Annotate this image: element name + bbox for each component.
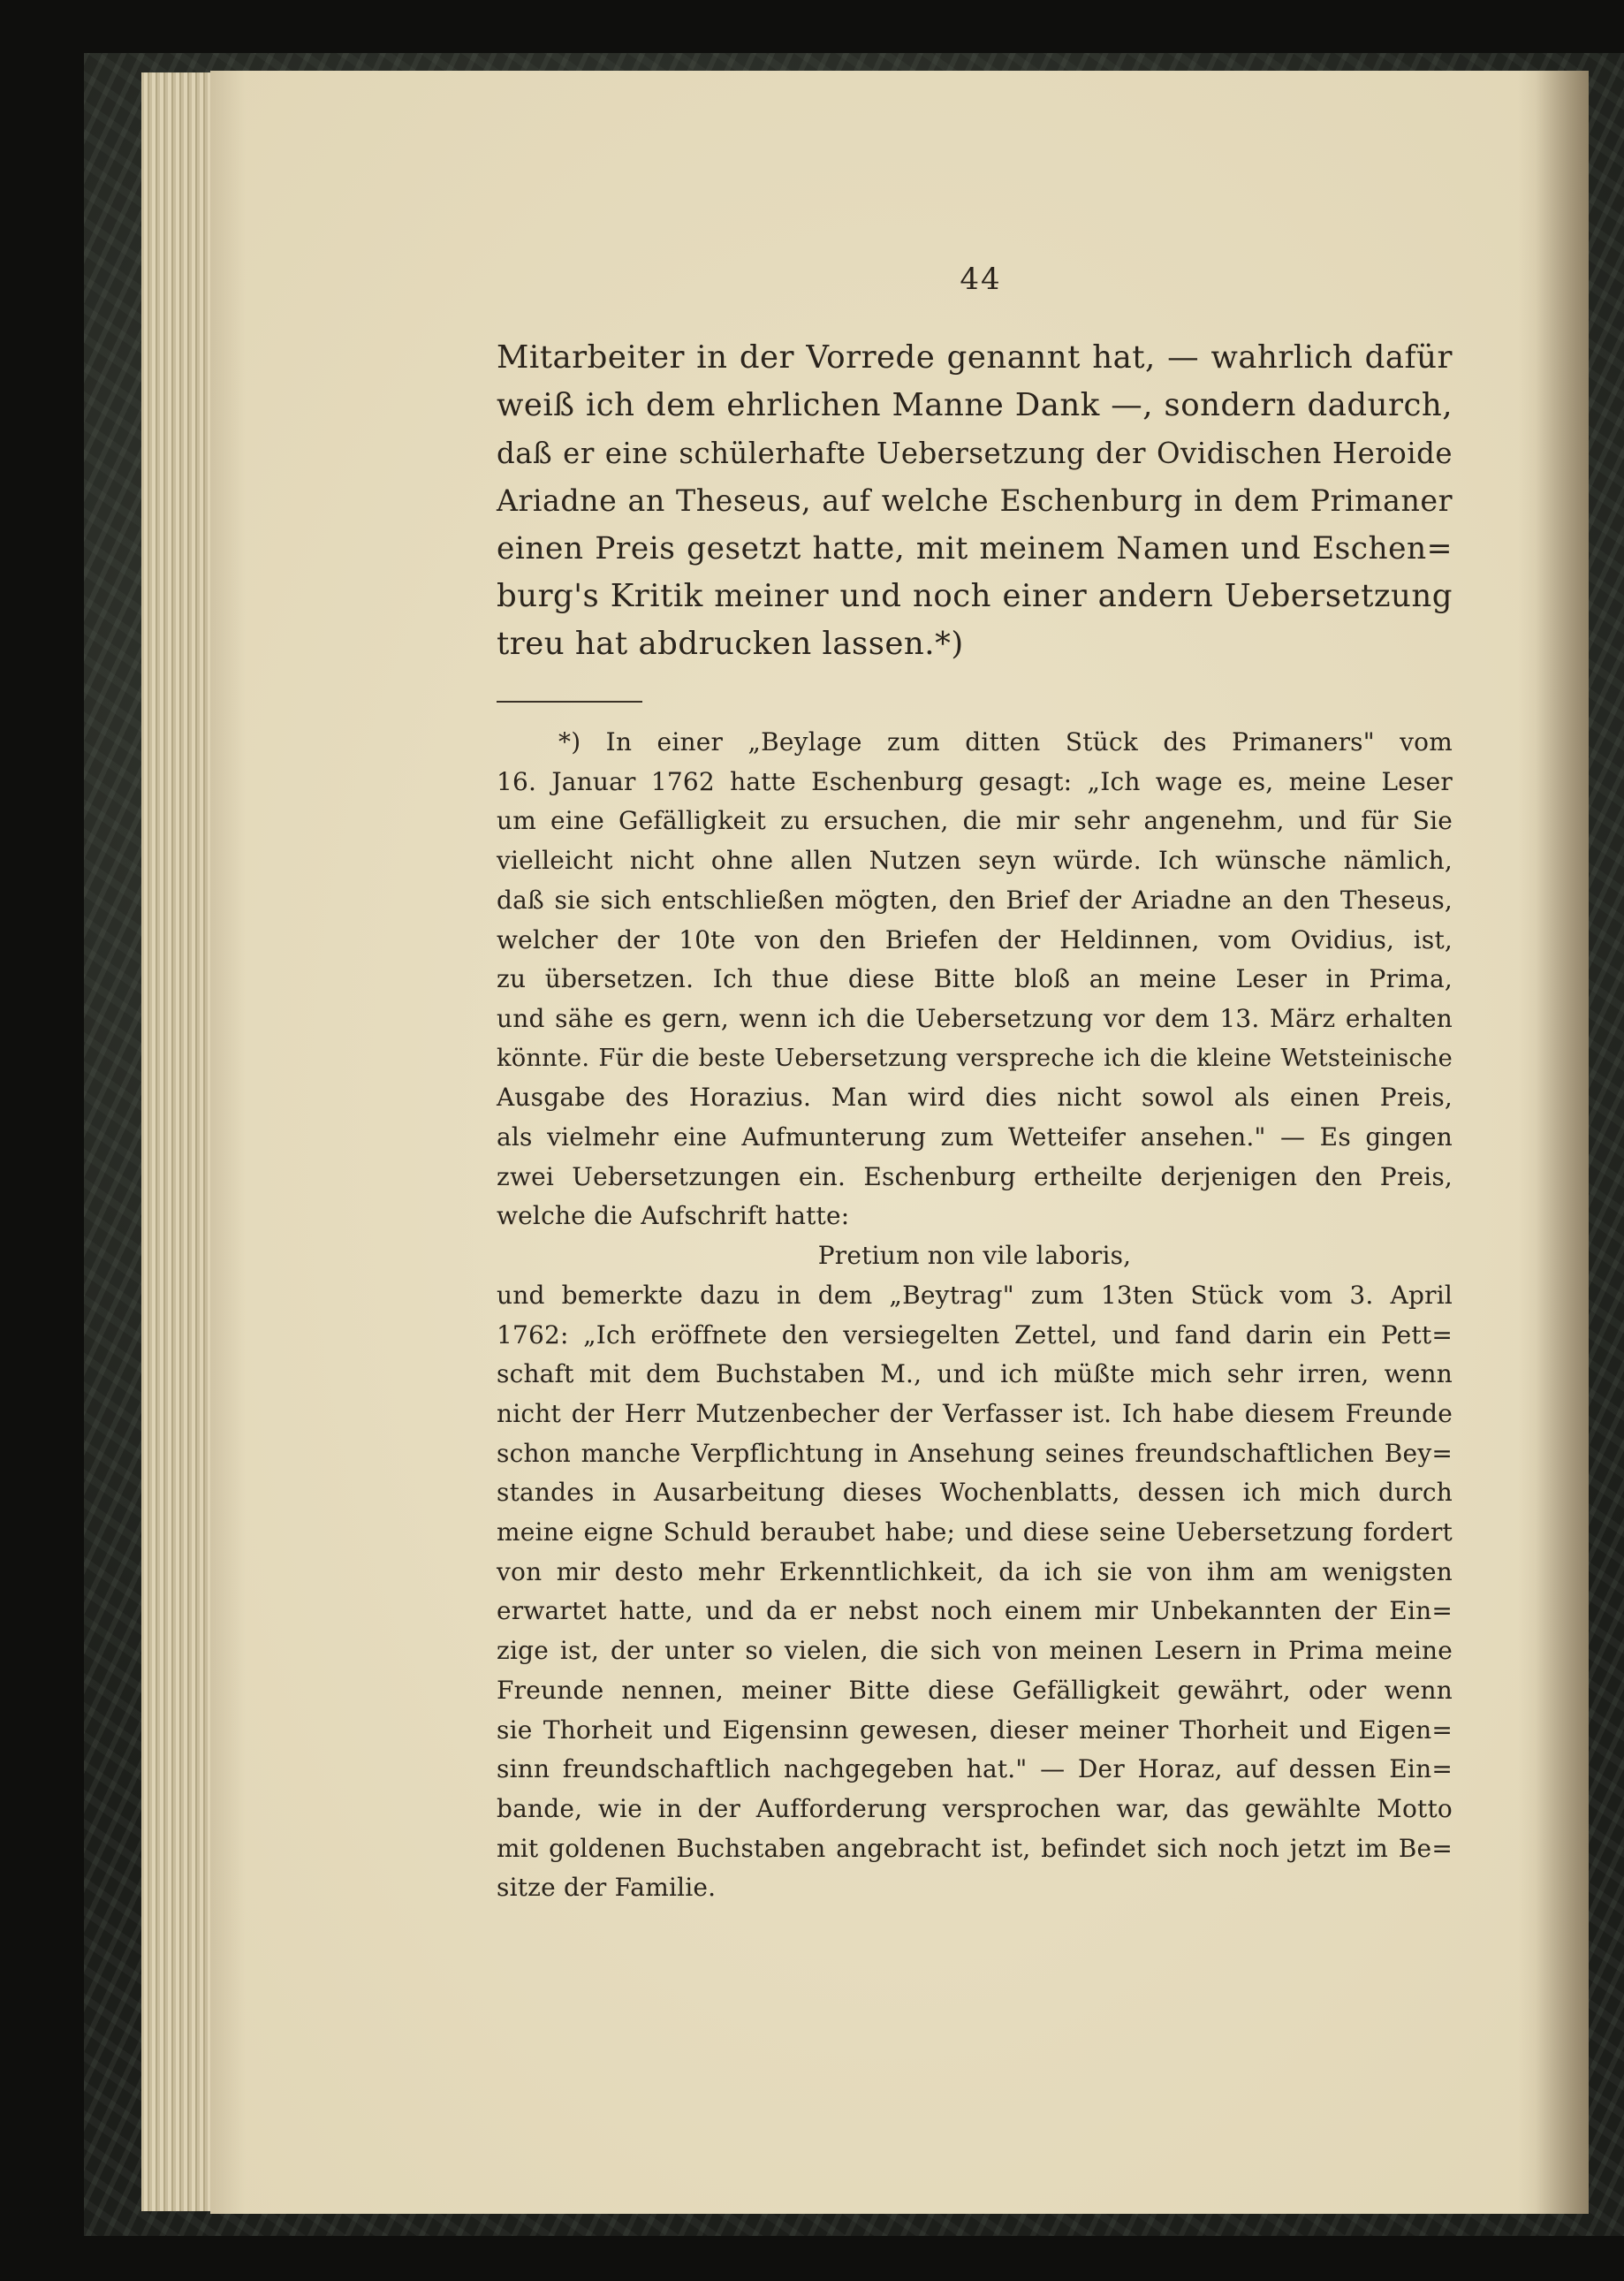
main-text-line: burg's Kritik meiner und noch einer andern Uebersetzung <box>497 578 1453 614</box>
page-number: 44 <box>960 262 1002 297</box>
latin-motto: Pretium non vile laboris, <box>817 1241 1132 1271</box>
footnote-line: und sähe es gern, wenn ich die Uebersetzung vor dem 13. März erhalten <box>497 1003 1453 1033</box>
footnote-line: könnte. Für die beste Uebersetzung verspreche ich die kleine Wetsteinische <box>497 1044 1453 1072</box>
footnote-line: sie Thorheit und Eigensinn gewesen, dieser meiner Thorheit und Eigen= <box>497 1715 1453 1745</box>
footnote-line: welcher der 10te von den Briefen der Heldinnen, vom Ovidius, ist, <box>497 924 1453 954</box>
footnote-line: schon manche Verpflichtung in Ansehung seines freundschaftlichen Bey= <box>497 1438 1453 1468</box>
main-paragraph <box>497 334 1453 668</box>
footnote-line: erwartet hatte, und da er nebst noch einem mir Unbekannten der Ein= <box>497 1596 1453 1626</box>
footnote-line: von mir desto mehr Erkenntlichkeit, da ich sie von ihm am wenigsten <box>497 1556 1453 1586</box>
main-text-line: Mitarbeiter in der Vorrede genannt hat, — wahrlich dafür <box>497 339 1453 376</box>
footnote-line: Ausgabe des Horazius. Man wird dies nicht sowol als einen Preis, <box>497 1083 1453 1113</box>
footnote-line: 1762: „Ich eröffnete den versiegelten Zettel, und fand darin ein Pett= <box>497 1319 1453 1350</box>
footnote-line: sitze der Familie. <box>497 1873 717 1903</box>
main-text-line: einen Preis gesetzt hatte, mit meinem Namen und Eschen= <box>497 531 1453 566</box>
footnote-separator <box>497 701 642 703</box>
footnote-line: zwei Uebersetzungen ein. Eschenburg ertheilte derjenigen den Preis, <box>497 1161 1453 1191</box>
footnote-line: mit goldenen Buchstaben angebracht ist, befindet sich noch jetzt im Be= <box>497 1833 1453 1863</box>
footnote-line: zu übersetzen. Ich thue diese Bitte bloß an meine Leser in Prima, <box>497 964 1453 994</box>
footnote-line: sinn freundschaftlich nachgegeben hat." — Der Horaz, auf dessen Ein= <box>497 1754 1453 1784</box>
footnote-line: und bemerkte dazu in dem „Beytrag" zum 13ten Stück vom 3. April <box>497 1280 1453 1310</box>
footnote-line: vielleicht nicht ohne allen Nutzen seyn würde. Ich wünsche nämlich, <box>497 846 1453 876</box>
footnote-line: meine eigne Schuld beraubet habe; und diese seine Uebersetzung fordert <box>497 1517 1453 1547</box>
page-edges <box>141 72 212 2211</box>
footnote-line: bande, wie in der Aufforderung versprochen war, das gewählte Motto <box>497 1793 1453 1823</box>
main-text-line: treu hat abdrucken lassen.*) <box>497 626 964 662</box>
main-text-line: weiß ich dem ehrlichen Manne Dank —, sondern dadurch, <box>497 387 1453 423</box>
footnote-line: *) In einer „Beylage zum ditten Stück des Primaners" vom <box>558 727 1453 757</box>
footnote-line: zige ist, der unter so vielen, die sich von meinen Lesern in Prima meine <box>497 1636 1453 1666</box>
footnote-line: schaft mit dem Buchstaben M., und ich müßte mich sehr irren, wenn <box>497 1359 1453 1389</box>
footnote-line: Freunde nennen, meiner Bitte diese Gefälligkeit gewährt, oder wenn <box>497 1675 1453 1705</box>
footnote-line: nicht der Herr Mutzenbecher der Verfasser ist. Ich habe diesem Freunde <box>497 1398 1453 1428</box>
footnote-line: standes in Ausarbeitung dieses Wochenblatts, dessen ich mich durch <box>497 1478 1453 1508</box>
footnote <box>497 723 1453 1908</box>
main-text-line: Ariadne an Theseus, auf welche Eschenburg in dem Primaner <box>497 483 1453 518</box>
footnote-line: welche die Aufschrift hatte: <box>497 1201 850 1231</box>
footnote-line: daß sie sich entschließen mögten, den Brief der Ariadne an den Theseus, <box>497 885 1453 915</box>
footnote-line: 16. Januar 1762 hatte Eschenburg gesagt: „Ich wage es, meine Leser <box>497 766 1453 796</box>
gutter-shadow <box>1536 71 1589 2214</box>
main-text-line: daß er eine schülerhafte Uebersetzung der Ovidischen Heroide <box>497 437 1453 470</box>
footnote-line: als vielmehr eine Aufmunterung zum Wetteifer ansehen." — Es gingen <box>497 1122 1453 1152</box>
footnote-line: um eine Gefälligkeit zu ersuchen, die mir sehr angenehm, und für Sie <box>497 806 1453 836</box>
